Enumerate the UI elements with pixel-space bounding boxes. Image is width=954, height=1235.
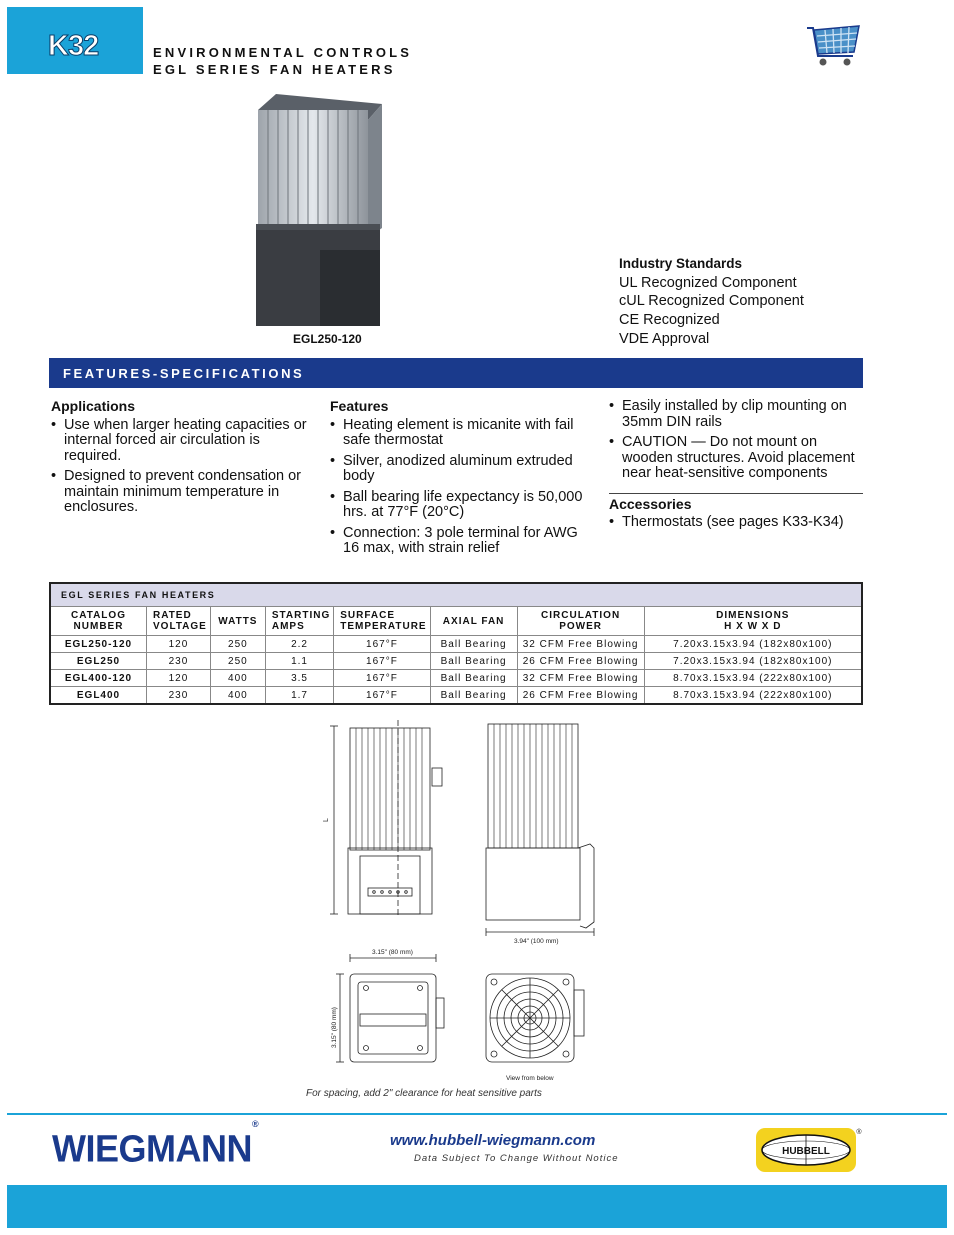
column-header: CATALOG NUMBER xyxy=(50,607,147,636)
applications-column xyxy=(51,399,311,521)
divider xyxy=(609,493,863,494)
features-continued-column xyxy=(609,399,863,536)
table-cell: 26 CFM Free Blowing xyxy=(517,687,644,705)
features-item: • Silver, anodized aluminum extruded body xyxy=(330,454,590,485)
catalog-number: EGL250 xyxy=(50,653,147,670)
table-cell: 250 xyxy=(210,653,265,670)
catalog-number: EGL400-120 xyxy=(50,670,147,687)
standard-item: CE Recognized xyxy=(619,312,720,329)
page-code: K32 xyxy=(48,30,99,62)
dim-depth-label: 3.94" (100 mm) xyxy=(514,938,559,945)
wiegmann-logo: WIEGMANN® xyxy=(52,1118,259,1170)
view-from-below-label: View from below xyxy=(506,1075,554,1082)
bottom-view-drawing xyxy=(486,974,584,1062)
applications-item: • Use when larger heating capacities or internal forced air circulation is required. xyxy=(51,418,311,465)
catalog-number: EGL250-120 xyxy=(50,636,147,653)
table-title: EGL SERIES FAN HEATERS xyxy=(50,583,862,607)
dim-width-side-label: 3.15" (80 mm) xyxy=(331,1007,338,1048)
features-item: • Ball bearing life expectancy is 50,000 hrs. at 77°F (20°C) xyxy=(330,490,590,521)
website-link[interactable]: www.hubbell-wiegmann.com xyxy=(390,1132,596,1149)
industry-standards xyxy=(619,255,804,349)
features-item: • Connection: 3 pole terminal for AWG 16 max, with strain relief xyxy=(330,526,590,557)
column-header: SURFACE TEMPERATURE xyxy=(334,607,430,636)
features-item: • Easily installed by clip mounting on 35mm DIN rails xyxy=(609,399,863,430)
accessories-item: • Thermostats (see pages K33-K34) xyxy=(609,515,863,531)
features-item: • Heating element is micanite with fail safe thermostat xyxy=(330,418,590,449)
table-cell: Ball Bearing xyxy=(430,670,517,687)
table-cell: 167°F xyxy=(334,670,430,687)
applications-title: Applications xyxy=(51,398,136,414)
standard-item: cUL Recognized Component xyxy=(619,293,804,310)
standard-item: VDE Approval xyxy=(619,330,710,347)
column-header: DIMENSIONS H X W X D xyxy=(644,607,862,636)
top-view-drawing xyxy=(336,954,444,1062)
table-row xyxy=(50,687,862,705)
table-cell: 3.5 xyxy=(265,670,333,687)
table-cell: 230 xyxy=(147,687,211,705)
shopping-cart-icon[interactable] xyxy=(805,18,861,68)
clearance-note: For spacing, add 2" clearance for heat sensitive parts xyxy=(306,1088,542,1099)
dim-width-top-label: 3.15" (80 mm) xyxy=(372,949,413,956)
catalog-number: EGL400 xyxy=(50,687,147,705)
side-view-drawing xyxy=(330,720,442,918)
table-cell: Ball Bearing xyxy=(430,653,517,670)
hubbell-logo xyxy=(756,1126,862,1174)
table-cell: 120 xyxy=(147,670,211,687)
standards-title: Industry Standards xyxy=(619,256,743,271)
table-cell: 120 xyxy=(147,636,211,653)
applications-item: • Designed to prevent condensation or maintain minimum temperature in enclosures. xyxy=(51,469,311,516)
table-cell: 8.70x3.15x3.94 (222x80x100) xyxy=(644,670,862,687)
column-header: RATED VOLTAGE xyxy=(147,607,211,636)
front-view-drawing xyxy=(486,724,594,936)
column-header: AXIAL FAN xyxy=(430,607,517,636)
table-cell: 26 CFM Free Blowing xyxy=(517,653,644,670)
table-cell: 2.2 xyxy=(265,636,333,653)
standard-item: UL Recognized Component xyxy=(619,274,797,291)
table-cell: Ball Bearing xyxy=(430,636,517,653)
table-cell: 250 xyxy=(210,636,265,653)
table-cell: 400 xyxy=(210,670,265,687)
column-header: CIRCULATION POWER xyxy=(517,607,644,636)
footer-divider xyxy=(7,1113,947,1115)
features-specifications-bar xyxy=(49,358,863,388)
features-item: • CAUTION — Do not mount on wooden structures. Avoid placement near heat-sensitive components xyxy=(609,435,863,482)
table-cell: 167°F xyxy=(334,653,430,670)
table-cell: 8.70x3.15x3.94 (222x80x100) xyxy=(644,687,862,705)
section-subtitle: EGL SERIES FAN HEATERS xyxy=(153,62,396,77)
table-header-row xyxy=(50,607,862,636)
table-cell: 1.7 xyxy=(265,687,333,705)
features-column xyxy=(330,399,590,562)
disclaimer: Data Subject To Change Without Notice xyxy=(414,1153,619,1164)
table-cell: 7.20x3.15x3.94 (182x80x100) xyxy=(644,636,862,653)
table-cell: 32 CFM Free Blowing xyxy=(517,670,644,687)
table-cell: 32 CFM Free Blowing xyxy=(517,636,644,653)
section-title: ENVIRONMENTAL CONTROLS xyxy=(153,45,413,60)
table-cell: Ball Bearing xyxy=(430,687,517,705)
table-cell: 7.20x3.15x3.94 (182x80x100) xyxy=(644,653,862,670)
table-row xyxy=(50,670,862,687)
accessories-title: Accessories xyxy=(609,495,692,512)
table-cell: 400 xyxy=(210,687,265,705)
technical-drawings xyxy=(320,718,610,1086)
svg-text:®: ® xyxy=(856,1129,862,1136)
table-cell: 230 xyxy=(147,653,211,670)
table-row xyxy=(50,636,862,653)
photo-caption: EGL250-120 xyxy=(293,332,362,346)
table-row xyxy=(50,653,862,670)
features-bar-label: FEATURES-SPECIFICATIONS xyxy=(63,366,305,381)
table-cell: 1.1 xyxy=(265,653,333,670)
column-header: STARTING AMPS xyxy=(265,607,333,636)
dim-l-label: L xyxy=(323,818,330,822)
product-photo xyxy=(248,92,388,328)
features-title: Features xyxy=(330,398,389,414)
spec-table xyxy=(49,582,863,705)
column-header: WATTS xyxy=(210,607,265,636)
footer-bar xyxy=(7,1185,947,1228)
hubbell-wordmark: HUBBELL xyxy=(782,1146,830,1157)
table-cell: 167°F xyxy=(334,636,430,653)
table-cell: 167°F xyxy=(334,687,430,705)
